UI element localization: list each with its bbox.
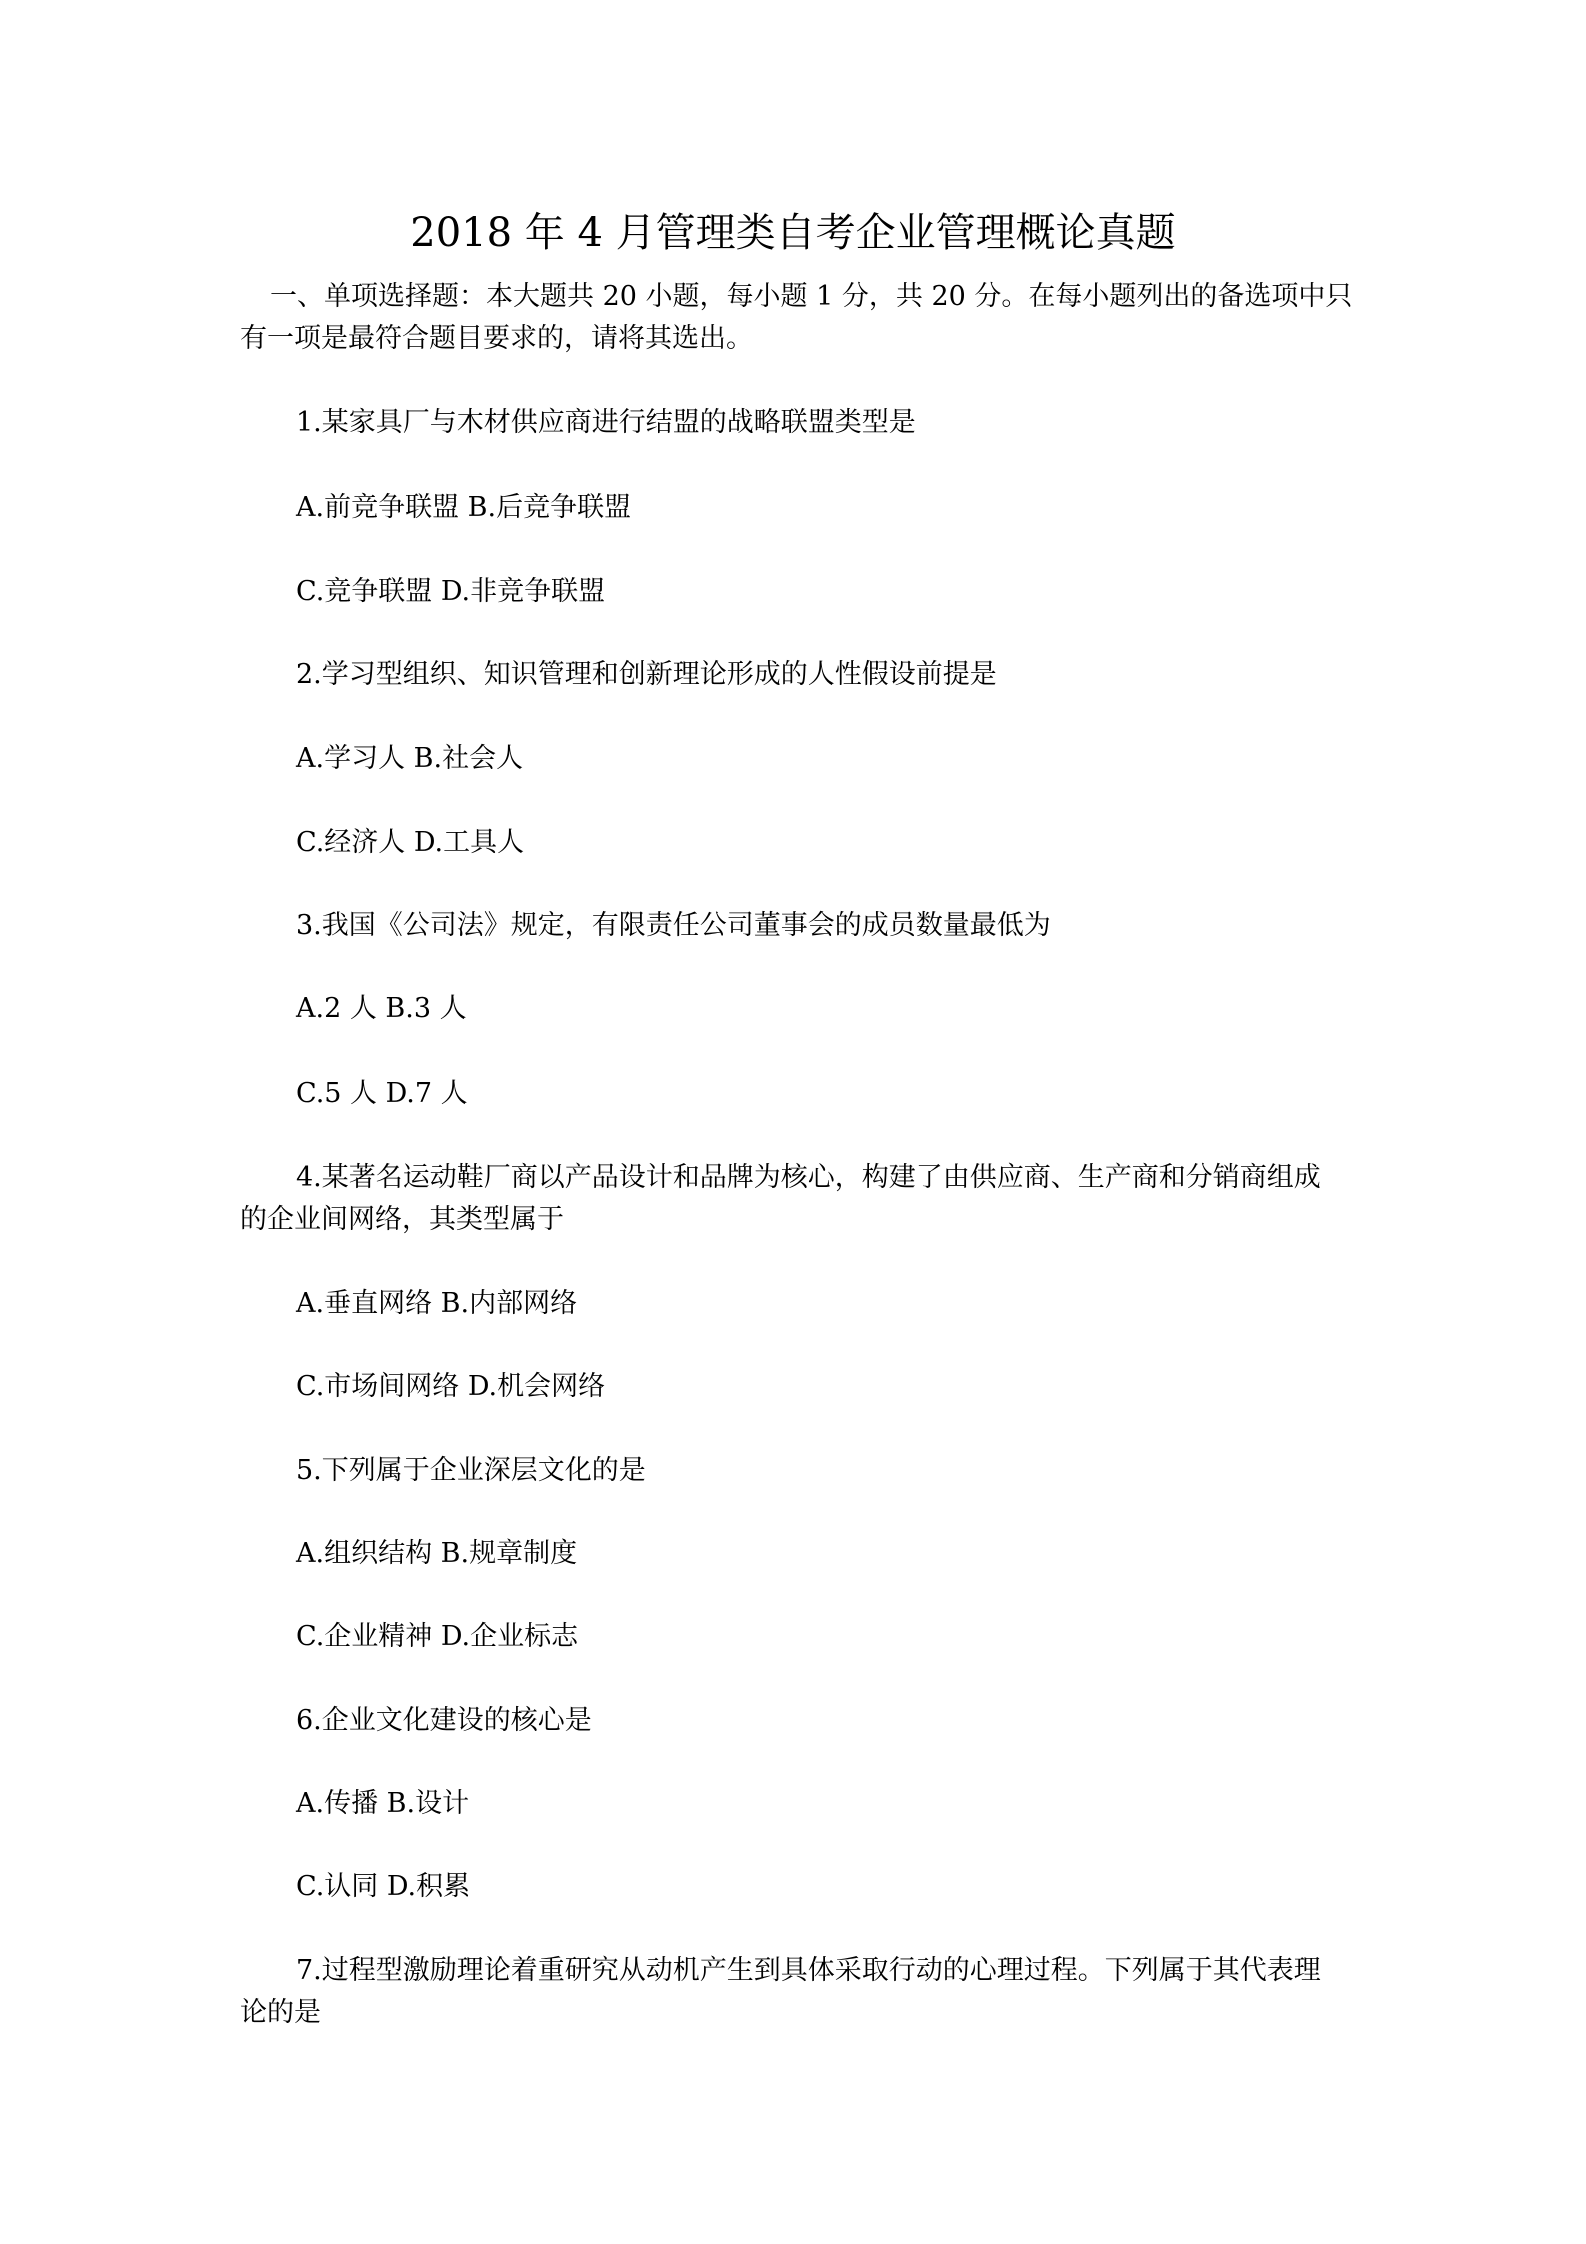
question-4-options-ab: A.垂直网络 B.内部网络 (296, 1288, 578, 1319)
question-2-stem: 2.学习型组织、知识管理和创新理论形成的人性假设前提是 (296, 659, 997, 690)
question-7-stem-line-2: 论的是 (240, 1997, 321, 2028)
question-7-stem-line-1: 7.过程型激励理论着重研究从动机产生到具体采取行动的心理过程。下列属于其代表理 (296, 1955, 1321, 1986)
question-3-options-cd: C.5 人 D.7 人 (296, 1078, 468, 1109)
question-4-options-cd: C.市场间网络 D.机会网络 (296, 1371, 606, 1402)
question-5-options-cd: C.企业精神 D.企业标志 (296, 1621, 579, 1652)
question-1-stem: 1.某家具厂与木材供应商进行结盟的战略联盟类型是 (296, 407, 916, 438)
document-title: 2018 年 4 月管理类自考企业管理概论真题 (410, 210, 1176, 256)
section-intro-line-2: 有一项是最符合题目要求的，请将其选出。 (240, 323, 753, 354)
question-5-stem: 5.下列属于企业深层文化的是 (296, 1455, 646, 1486)
question-4-stem-line-1: 4.某著名运动鞋厂商以产品设计和品牌为核心，构建了由供应商、生产商和分销商组成 (296, 1162, 1321, 1193)
question-1-options-cd: C.竞争联盟 D.非竞争联盟 (296, 576, 606, 607)
question-6-stem: 6.企业文化建设的核心是 (296, 1705, 592, 1736)
question-1-options-ab: A.前竞争联盟 B.后竞争联盟 (296, 492, 632, 523)
section-intro-line-1: 一、单项选择题：本大题共 20 小题，每小题 1 分，共 20 分。在每小题列出的备选项中只 (270, 281, 1353, 312)
question-6-options-ab: A.传播 B.设计 (296, 1788, 470, 1819)
question-2-options-cd: C.经济人 D.工具人 (296, 827, 525, 858)
question-5-options-ab: A.组织结构 B.规章制度 (296, 1538, 578, 1569)
question-4-stem-line-2: 的企业间网络，其类型属于 (240, 1204, 564, 1235)
question-2-options-ab: A.学习人 B.社会人 (296, 743, 524, 774)
question-6-options-cd: C.认同 D.积累 (296, 1871, 471, 1902)
question-3-options-ab: A.2 人 B.3 人 (296, 993, 467, 1024)
question-3-stem: 3.我国《公司法》规定，有限责任公司董事会的成员数量最低为 (296, 910, 1051, 941)
